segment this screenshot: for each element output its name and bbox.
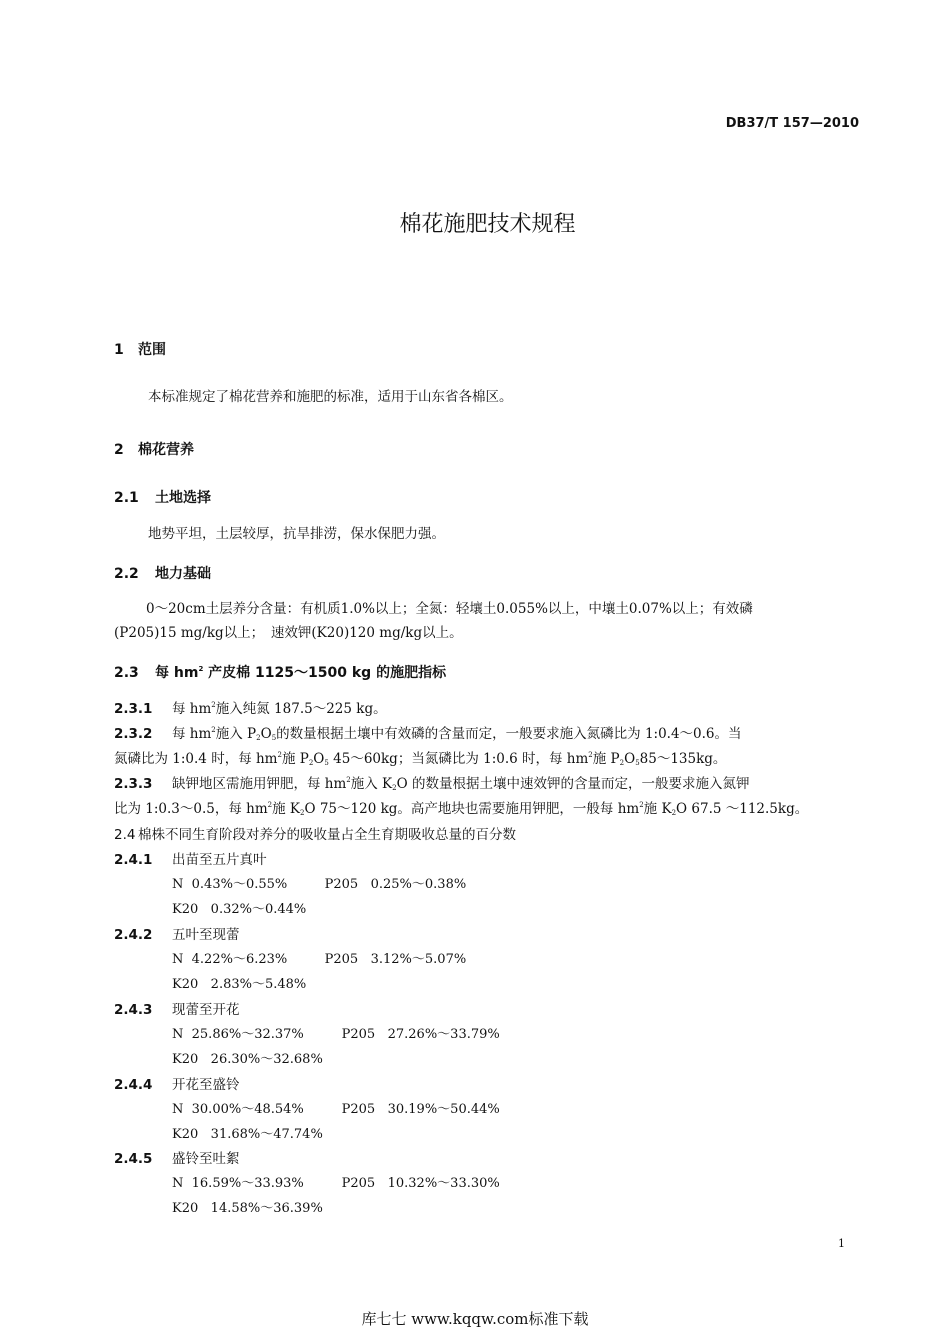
superscript: 2 <box>277 751 282 759</box>
nutrient-label: P205 <box>341 1027 376 1042</box>
nutrient-label: P205 <box>324 877 359 892</box>
clause-text: 施入纯氮 187.5～225 kg。 <box>215 701 387 717</box>
stage-2-4-5-k-row <box>172 1197 323 1216</box>
nutrient-label: P205 <box>341 1102 376 1117</box>
nutrient-value: 10.32%～33.30% <box>387 1176 500 1191</box>
section-number: 2.1 <box>114 490 139 506</box>
section-title: 土地选择 <box>155 490 211 506</box>
section-number: 2.3.2 <box>114 726 153 742</box>
clause-text: O 67.5 ～112.5kg。 <box>676 801 809 817</box>
stage-2-4-1-heading <box>114 848 267 868</box>
clause-text: 施 P <box>592 751 620 767</box>
section-2-3-2 <box>114 722 860 772</box>
nutrient-value: 26.30%～32.68% <box>210 1052 323 1067</box>
heading-text: 产皮棉 1125～1500 kg 的施肥指标 <box>203 665 447 681</box>
stage-2-4-2-heading <box>114 923 240 943</box>
nutrient-value: 30.19%～50.44% <box>387 1102 500 1117</box>
stage-2-4-5-heading <box>114 1147 240 1167</box>
stage-2-4-4-heading <box>114 1073 240 1093</box>
clause-text: 的数量根据土壤中有效磷的含量而定，一般要求施入氮磷比为 1:0.4～0.6。当 <box>276 726 742 742</box>
section-2-3-3 <box>114 772 860 822</box>
document-number: DB37/T 157—2010 <box>725 116 859 131</box>
clause-text: O <box>313 751 325 767</box>
nutrient-value: 0.25%～0.38% <box>370 877 467 892</box>
nutrient-label: K20 <box>172 1201 199 1216</box>
stage-2-4-3-k-row <box>172 1048 323 1067</box>
nutrient-label: N <box>172 1102 184 1117</box>
nutrient-value: 30.00%～48.54% <box>191 1102 304 1117</box>
section-2-2-line-2: (P205)15 mg/kg以上； 速效钾(K20)120 mg/kg以上。 <box>114 625 463 641</box>
stage-name: 现蕾至开花 <box>172 1002 240 1018</box>
section-number: 2.4.2 <box>114 927 153 943</box>
section-number: 2.3.3 <box>114 776 153 792</box>
clause-text: 施 P <box>281 751 309 767</box>
stage-2-4-4-np-row <box>172 1098 500 1117</box>
page-number: 1 <box>838 1237 845 1250</box>
superscript: 2 <box>211 701 216 709</box>
clause-text: 每 hm <box>172 701 212 717</box>
subscript: 5 <box>635 759 640 767</box>
subscript: 2 <box>256 734 261 742</box>
superscript: 2 <box>267 801 273 809</box>
section-2-3-1 <box>114 697 387 717</box>
section-title: 棉花营养 <box>138 442 194 458</box>
stage-name: 出苗至五片真叶 <box>172 852 267 868</box>
clause-text: 施 K <box>643 801 672 817</box>
stage-2-4-5-np-row <box>172 1172 500 1191</box>
section-2-1-heading <box>114 487 211 507</box>
nutrient-label: K20 <box>172 1052 199 1067</box>
superscript: 2 <box>211 726 216 734</box>
clause-text: 85～135kg。 <box>639 751 727 767</box>
superscript: 2 <box>346 776 351 784</box>
clause-text: 45～60kg；当氮磷比为 1:0.6 时，每 hm <box>328 751 589 767</box>
stage-name: 盛铃至吐絮 <box>172 1151 240 1167</box>
stage-2-4-4-k-row <box>172 1123 323 1142</box>
page-title: 棉花施肥技术规程 <box>399 212 576 237</box>
superscript: 2 <box>639 801 644 809</box>
stage-2-4-1-k-row <box>172 898 306 917</box>
footer-watermark[interactable]: 库七七 www.kqqw.com标准下载 <box>361 1310 589 1328</box>
section-number: 2.4.3 <box>114 1002 153 1018</box>
stage-2-4-2-np-row <box>172 948 466 967</box>
clause-text: 施入 P <box>215 726 257 742</box>
stage-name: 开花至盛铃 <box>172 1077 240 1093</box>
stage-name: 五叶至现蕾 <box>172 927 240 943</box>
clause-text: 比为 1:0.3～0.5，每 hm <box>114 801 268 817</box>
clause-text: 施入 K <box>350 776 393 792</box>
nutrient-label: N <box>172 952 184 967</box>
section-2-heading <box>114 439 194 459</box>
section-1-text: 本标准规定了棉花营养和施肥的标准，适用于山东省各棉区。 <box>148 389 513 405</box>
section-number: 1 <box>114 342 124 358</box>
nutrient-value: 4.22%～6.23% <box>191 952 288 967</box>
superscript: 2 <box>588 751 593 759</box>
section-number: 2.3.1 <box>114 701 153 717</box>
clause-text: 缺钾地区需施用钾肥，每 hm <box>172 776 347 792</box>
section-title: 范围 <box>138 342 166 358</box>
subscript: 5 <box>324 759 329 767</box>
nutrient-label: P205 <box>324 952 359 967</box>
section-title: 地力基础 <box>155 566 211 582</box>
section-1-heading <box>114 339 166 359</box>
section-number: 2.3 <box>114 665 139 681</box>
clause-text: O 的数量根据土壤中速效钾的含量而定，一般要求施入氮钾 <box>396 776 750 792</box>
subscript: 2 <box>671 809 677 817</box>
subscript: 5 <box>271 734 277 742</box>
section-title: 棉株不同生育阶段对养分的吸收量占全生育期吸收总量的百分数 <box>138 827 516 843</box>
clause-text: 氮磷比为 1:0.4 时，每 hm <box>114 751 278 767</box>
section-number: 2 <box>114 442 124 458</box>
nutrient-value: 27.26%～33.79% <box>387 1027 500 1042</box>
stage-2-4-2-k-row <box>172 973 306 992</box>
subscript: 2 <box>308 759 314 767</box>
nutrient-value: 31.68%～47.74% <box>210 1127 323 1142</box>
clause-text: O 75～120 kg。高产地块也需要施用钾肥，一般每 hm <box>304 801 640 817</box>
section-2-4-heading <box>114 823 516 843</box>
section-2-3-heading <box>114 662 446 682</box>
section-2-1-text: 地势平坦，土层较厚，抗旱排涝，保水保肥力强。 <box>148 526 445 542</box>
superscript: 2 <box>198 665 204 673</box>
nutrient-label: K20 <box>172 1127 199 1142</box>
clause-text: O <box>624 751 636 767</box>
nutrient-value: 2.83%～5.48% <box>210 977 307 992</box>
clause-text: 每 hm <box>172 726 212 742</box>
nutrient-label: N <box>172 1176 184 1191</box>
subscript: 2 <box>619 759 625 767</box>
section-2-2-heading <box>114 563 211 583</box>
nutrient-value: 0.32%～0.44% <box>210 902 307 917</box>
nutrient-value: 3.12%～5.07% <box>370 952 467 967</box>
subscript: 2 <box>300 809 305 817</box>
heading-text: 每 hm <box>155 665 199 681</box>
section-2-2-line-1: 0～20cm土层养分含量：有机质1.0%以上；全氮：轻壤土0.055%以上，中壤土0.07%以上；有效磷 <box>146 601 753 617</box>
section-number: 2.4.1 <box>114 852 153 868</box>
nutrient-label: N <box>172 877 184 892</box>
clause-text: 施 K <box>272 801 301 817</box>
nutrient-label: K20 <box>172 977 199 992</box>
nutrient-label: P205 <box>341 1176 376 1191</box>
nutrient-label: N <box>172 1027 184 1042</box>
nutrient-value: 0.43%～0.55% <box>191 877 288 892</box>
section-number: 2.4 <box>114 827 136 843</box>
nutrient-value: 14.58%～36.39% <box>210 1201 323 1216</box>
stage-2-4-1-np-row <box>172 873 466 892</box>
section-number: 2.4.5 <box>114 1151 153 1167</box>
clause-text: O <box>260 726 272 742</box>
subscript: 2 <box>392 784 397 792</box>
nutrient-label: K20 <box>172 902 199 917</box>
nutrient-value: 16.59%～33.93% <box>191 1176 304 1191</box>
nutrient-value: 25.86%～32.37% <box>191 1027 304 1042</box>
section-number: 2.2 <box>114 566 139 582</box>
stage-2-4-3-np-row <box>172 1023 500 1042</box>
stage-2-4-3-heading <box>114 998 240 1018</box>
section-number: 2.4.4 <box>114 1077 153 1093</box>
